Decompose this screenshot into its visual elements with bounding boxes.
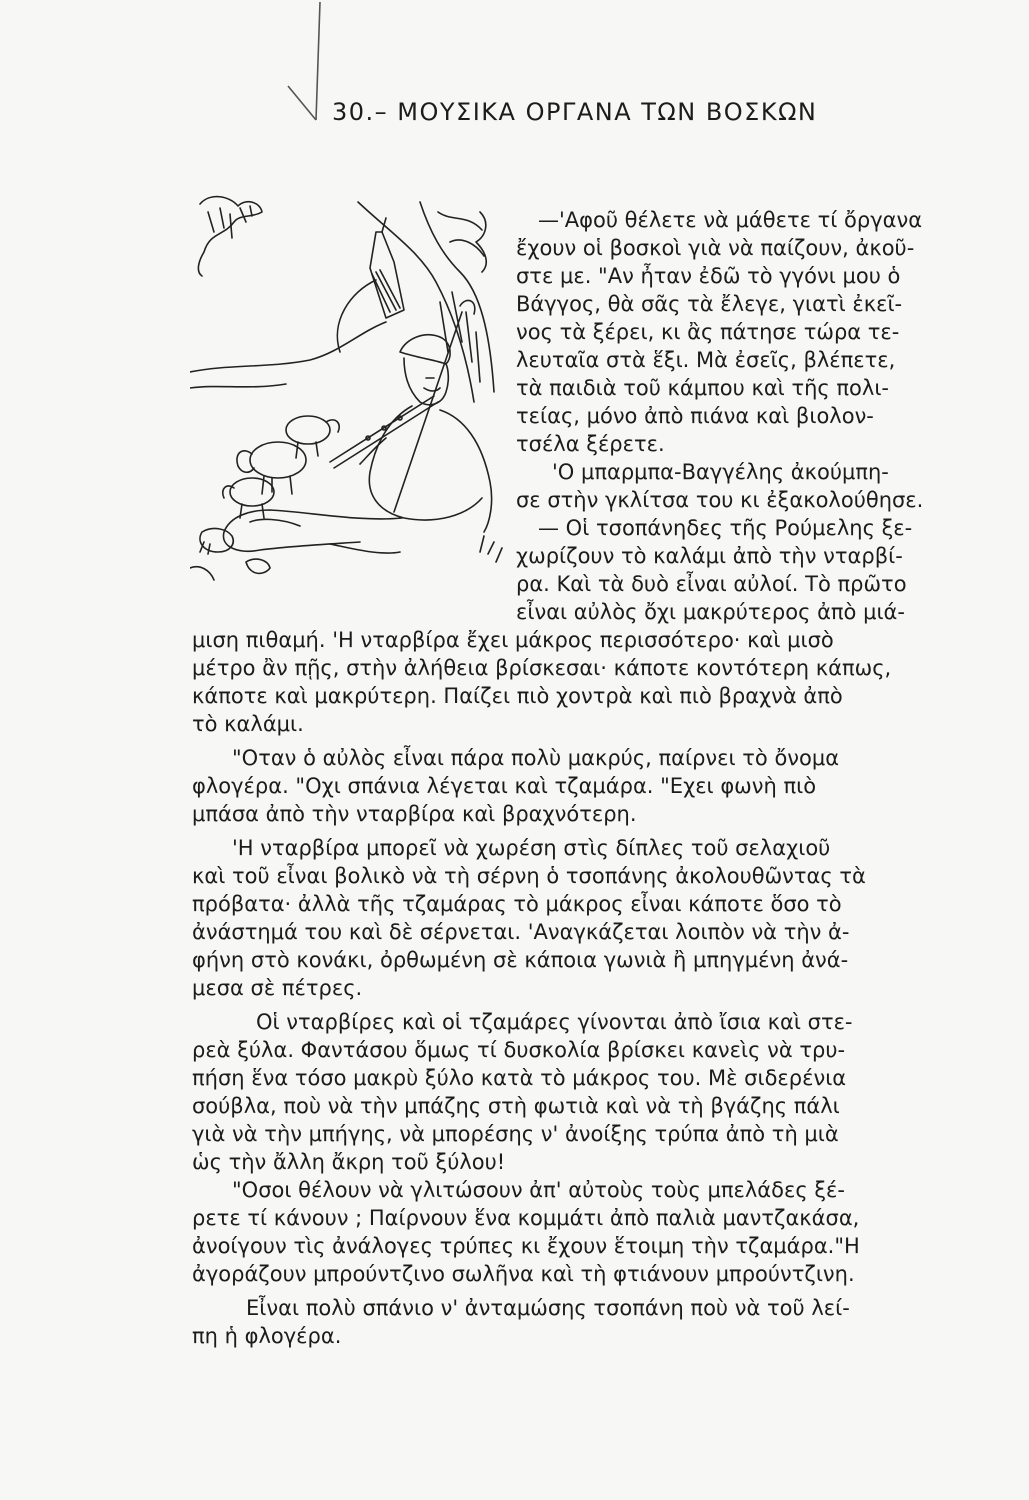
text-line: πη ἡ φλογέρα. bbox=[192, 1324, 342, 1348]
pencil-checkmark bbox=[286, 0, 336, 160]
text-line: μιση πιθαμή. 'Η νταρβίρα ἔχει μάκρος περισσότερο· καὶ μισὸ bbox=[192, 628, 834, 652]
text-line: ἀνοίγουν τὶς ἀνάλογες τρύπες κι ἔχουν ἕτοιμη τὴν τζαμάρα."Η bbox=[192, 1234, 860, 1258]
text-line: σε στὴν γκλίτσα του κι ἐξακολούθησε. bbox=[516, 488, 924, 512]
text-line: 'Ο μπαρμπα-Βαγγέλης ἀκούμπη- bbox=[552, 460, 889, 484]
text-line: ρα. Καὶ τὰ δυὸ εἶναι αὐλοί. Τὸ πρῶτο bbox=[516, 572, 907, 596]
text-line: στε με. "Αν ἦταν ἐδῶ τὸ γγόνι μου ὁ bbox=[516, 264, 901, 288]
text-line: ρεὰ ξύλα. Φαντάσου ὅμως τί δυσκολία βρίσκει κανεὶς νὰ τρυ- bbox=[192, 1038, 846, 1062]
text-line: μπάσα ἀπὸ τὴν νταρβίρα καὶ βραχνότερη. bbox=[192, 802, 637, 826]
text-line: Εἶναι πολὺ σπάνιο ν' ἀνταμώσης τσοπάνη ποὺ νὰ τοῦ λεί- bbox=[246, 1296, 850, 1320]
text-line: "Οταν ὁ αὐλὸς εἶναι πάρα πολὺ μακρύς, παίρνει τὸ ὄνομα bbox=[232, 746, 840, 770]
text-line: σούβλα, ποὺ νὰ τὴν μπάζης στὴ φωτιὰ καὶ νὰ τὴ βγάζης πάλι bbox=[192, 1094, 840, 1118]
text-line: φλογέρα. "Οχι σπάνια λέγεται καὶ τζαμάρα. "Εχει φωνὴ πιὸ bbox=[192, 774, 817, 798]
text-line: "Οσοι θέλουν νὰ γλιτώσουν ἀπ' αὐτοὺς τοὺς μπελάδες ξέ- bbox=[232, 1178, 845, 1202]
text-line: λευταῖα στὰ ἕξι. Μὰ ἐσεῖς, βλέπετε, bbox=[516, 348, 896, 372]
text-line: χωρίζουν τὸ καλάμι ἀπὸ τὴν νταρβί- bbox=[516, 544, 903, 568]
text-line: τσέλα ξέρετε. bbox=[516, 432, 665, 456]
chapter-title: 30.– ΜΟΥΣΙΚΑ ΟΡΓΑΝΑ ΤΩΝ ΒΟΣΚΩΝ bbox=[332, 98, 818, 126]
text-line: τείας, μόνο ἀπὸ πιάνα καὶ βιολον- bbox=[516, 404, 874, 428]
text-line: Οἱ νταρβίρες καὶ οἱ τζαμάρες γίνονται ἀπὸ ἴσια καὶ στε- bbox=[256, 1010, 853, 1034]
text-line: —'Αφοῦ θέλετε νὰ μάθετε τί ὄργανα bbox=[538, 208, 923, 232]
text-line: ὡς τὴν ἄλλη ἄκρη τοῦ ξύλου! bbox=[192, 1150, 506, 1174]
text-line: εἶναι αὐλὸς ὄχι μακρύτερος ἀπὸ μιά- bbox=[516, 600, 905, 624]
text-line: ἀγοράζουν μπρούντζινο σωλῆνα καὶ τὴ φτιάνουν μπρούντζινη. bbox=[192, 1262, 855, 1286]
text-line: ἀνάστημά του καὶ δὲ σέρνεται. 'Αναγκάζεται λοιπὸν νὰ τὴν ἀ- bbox=[192, 920, 850, 944]
text-line: μέτρο ἂν πῇς, στὴν ἀλήθεια βρίσκεσαι· κάποτε κοντότερη κάπως, bbox=[192, 656, 892, 680]
text-line: νος τὰ ξέρει, κι ἂς πάτησε τώρα τε- bbox=[516, 320, 900, 344]
text-line: πήση ἕνα τόσο μακρὺ ξύλο κατὰ τὸ μάκρος του. Μὲ σιδερένια bbox=[192, 1066, 847, 1090]
text-line: — Οἱ τσοπάνηδες τῆς Ρούμελης ξε- bbox=[538, 516, 913, 540]
text-line: καὶ τοῦ εἶναι βολικὸ νὰ τὴ σέρνη ὁ τσοπάνης ἀκολουθῶντας τὰ bbox=[192, 864, 866, 888]
text-line: πρόβατα· ἀλλὰ τῆς τζαμάρας τὸ μάκρος εἶναι κάποτε ὅσο τὸ bbox=[192, 892, 842, 916]
text-line: ἔχουν οἱ βοσκοὶ γιὰ νὰ παίζουν, ἀκοῦ- bbox=[516, 236, 915, 260]
text-line: Βάγγος, θὰ σᾶς τὰ ἔλεγε, γιατὶ ἐκεῖ- bbox=[516, 292, 903, 316]
text-line: τὸ καλάμι. bbox=[192, 712, 304, 736]
shepherd-illustration bbox=[190, 192, 510, 592]
text-line: φήνη στὸ κονάκι, ὀρθωμένη σὲ κάποια γωνιὰ ἢ μπηγμένη ἀνά- bbox=[192, 948, 849, 972]
text-line: τὰ παιδιὰ τοῦ κάμπου καὶ τῆς πολι- bbox=[516, 376, 889, 400]
text-line: κάποτε καὶ μακρύτερη. Παίζει πιὸ χοντρὰ καὶ πιὸ βραχνὰ ἀπὸ bbox=[192, 684, 843, 708]
text-line: ρετε τί κάνουν ; Παίρνουν ἕνα κομμάτι ἀπὸ παλιὰ μαντζακάσα, bbox=[192, 1206, 860, 1230]
text-line: γιὰ νὰ τὴν μπήγης, νὰ μπορέσης ν' ἀνοίξης τρύπα ἀπὸ τὴ μιὰ bbox=[192, 1122, 839, 1146]
text-line: μεσα σὲ πέτρες. bbox=[192, 976, 363, 1000]
text-line: 'Η νταρβίρα μπορεῖ νὰ χωρέση στὶς δίπλες τοῦ σελαχιοῦ bbox=[232, 836, 831, 860]
